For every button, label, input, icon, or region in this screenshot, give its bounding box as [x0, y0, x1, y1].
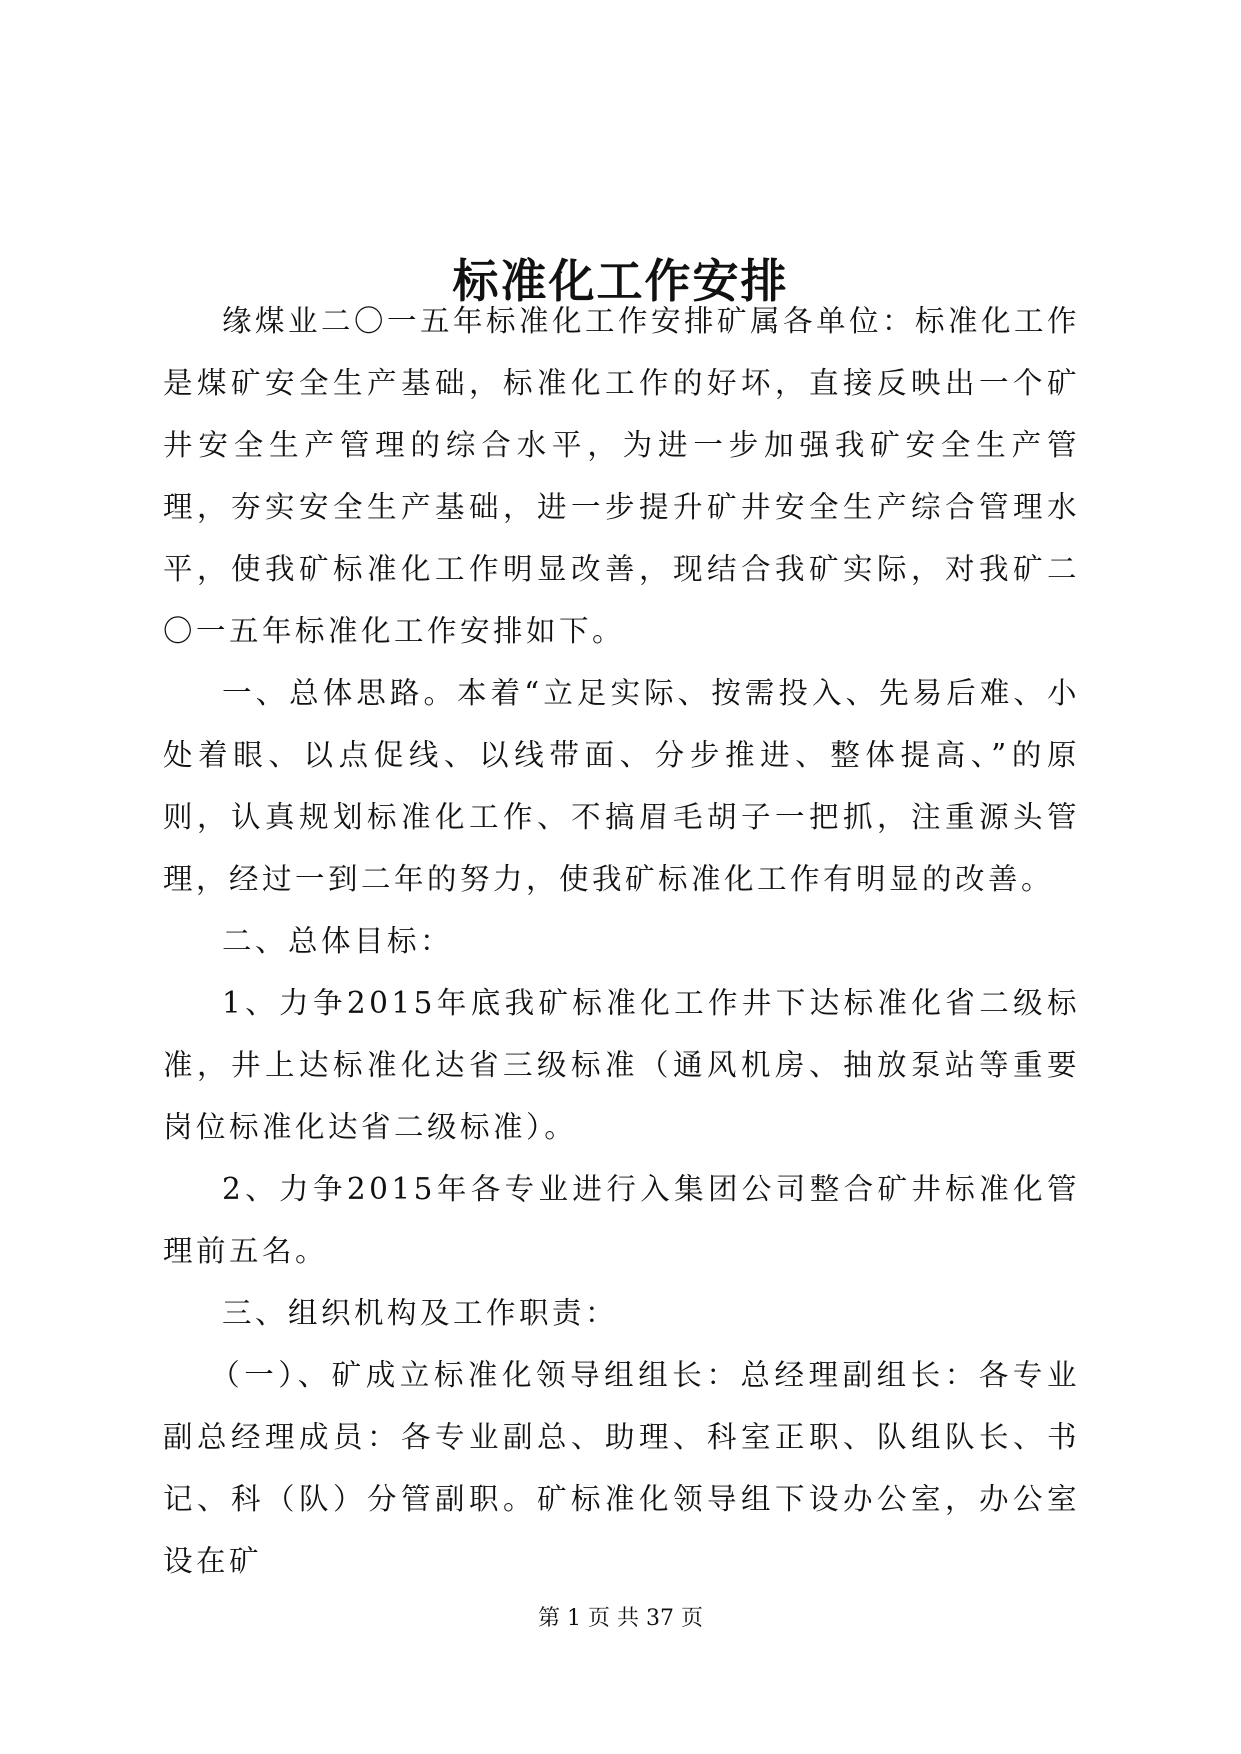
paragraph-intro: 缘煤业二〇一五年标准化工作安排矿属各单位：标准化工作是煤矿安全生产基础，标准化工作的好坏，直接反映出一个矿井安全生产管理的综合水平，为进一步加强我矿安全生产管理，夯实安全生产基础，进一步提升矿井安全生产综合管理水平，使我矿标准化工作明显改善，现结合我矿实际，对我矿二〇一五年标准化工作安排如下。: [163, 304, 1081, 648]
paragraph-leadership-group: （一）、矿成立标准化领导组组长：总经理副组长：各专业副总经理成员：各专业副总、助理、科室正职、队组队长、书记、科（队）分管副职。矿标准化领导组下设办公室，办公室设在矿: [163, 1358, 1080, 1578]
document-title: 标准化工作安排: [452, 253, 789, 308]
paragraph-goal-1: 1、力争2015年底我矿标准化工作井下达标准化省二级标准，井上达标准化达省三级标准（通风机房、抽放泵站等重要岗位标准化达省二级标准）。: [163, 986, 1080, 1144]
document-body: [163, 290, 1080, 1592]
paragraph-overall-approach: 一、总体思路。本着“立足实际、按需投入、先易后难、小处着眼、以点促线、以线带面、分步推进、整体提高、”的原则，认真规划标准化工作、不搞眉毛胡子一把抓，注重源头管理，经过一到二年的努力，使我矿标准化工作有明显的改善。: [163, 676, 1080, 896]
paragraph-organization-heading: 三、组织机构及工作职责：: [222, 1296, 619, 1330]
paragraph-goal-2: 2、力争2015年各专业进行入集团公司整合矿井标准化管理前五名。: [163, 1172, 1080, 1268]
page-number-footer: 第 1 页 共 37 页: [538, 1606, 703, 1631]
paragraph-overall-goals-heading: 二、总体目标：: [222, 924, 454, 958]
